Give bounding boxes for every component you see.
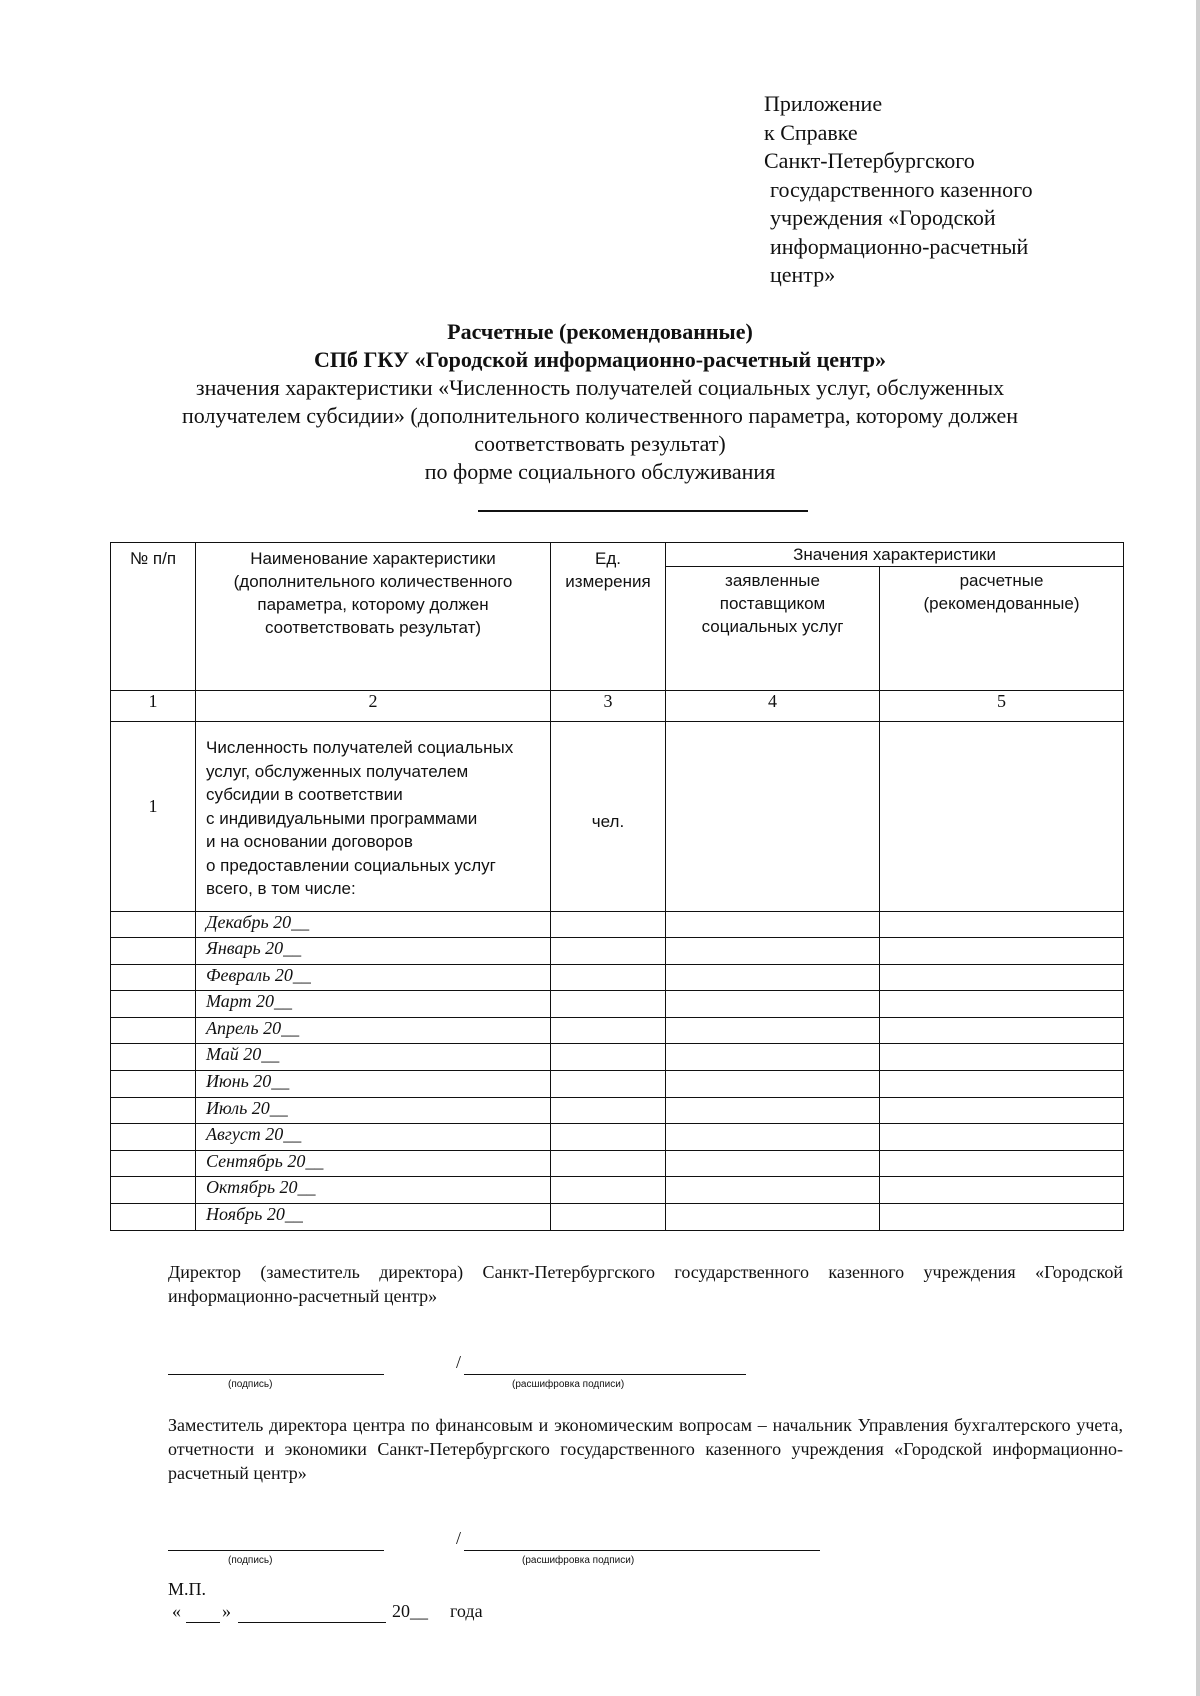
title-line: значения характеристики «Численность получателей социальных услуг, обслуженных (195, 375, 1005, 400)
main-row-calculated (880, 722, 1124, 912)
date-day-line[interactable] (186, 1622, 220, 1623)
month-row (111, 1124, 1124, 1151)
annex-line: Санкт-Петербургского (764, 148, 975, 173)
director-signature-line[interactable] (168, 1374, 384, 1375)
date-word: года (450, 1601, 483, 1621)
column-number: 3 (551, 691, 666, 722)
column-number: 4 (666, 691, 880, 722)
director-transcript-line[interactable] (464, 1374, 746, 1375)
date-year: 20__ (392, 1601, 428, 1621)
month-label: Июнь 20__ (196, 1071, 551, 1098)
month-row (111, 1204, 1124, 1231)
slash-separator: / (456, 1528, 462, 1548)
document-title (0, 318, 1200, 486)
main-row-name-line: с индивидуальными программами (206, 808, 478, 828)
annex-line: к Справке (764, 119, 858, 145)
main-row-unit: чел. (551, 722, 666, 912)
header-calculated: расчетные (рекомендованные) (880, 567, 1124, 691)
main-row-name (196, 722, 551, 912)
month-row (111, 911, 1124, 938)
annex-line: государственного казенного (770, 176, 1033, 202)
month-row (111, 1017, 1124, 1044)
month-label: Июль 20__ (196, 1097, 551, 1124)
title-line: Расчетные (рекомендованные) (447, 319, 753, 344)
month-row (111, 1071, 1124, 1098)
month-label: Январь 20__ (196, 938, 551, 965)
header-name: Наименование характеристики (дополнительного количественного параметра, которому должен соответствовать результат) (196, 543, 551, 691)
page-edge (1196, 0, 1200, 1696)
main-row-name-line: услуг, обслуженных получателем (206, 761, 469, 781)
annex-line: информационно-расчетный (770, 233, 1029, 259)
month-row (111, 964, 1124, 991)
title-underline (478, 510, 808, 512)
signature-caption: (подпись) (228, 1555, 273, 1566)
title-line: получателем субсидии» (дополнительного количественного параметра, которому должен (182, 403, 1018, 428)
month-label: Март 20__ (196, 991, 551, 1018)
header-num: № п/п (111, 543, 196, 691)
month-row (111, 991, 1124, 1018)
header-values: Значения характеристики (666, 543, 1124, 567)
transcript-caption: (расшифровка подписи) (522, 1555, 635, 1566)
date-open-quote: « (172, 1601, 181, 1621)
stamp-label: М.П. (168, 1579, 207, 1599)
characteristics-table (110, 542, 1124, 1231)
date-month-line[interactable] (238, 1622, 386, 1623)
annex-line: учреждения «Городской (770, 205, 996, 230)
main-row-declared (666, 722, 880, 912)
month-label: Октябрь 20__ (196, 1177, 551, 1204)
month-label: Ноябрь 20__ (196, 1204, 551, 1231)
main-row-name-line: всего, в том числе: (206, 879, 356, 898)
transcript-caption: (расшифровка подписи) (512, 1379, 625, 1390)
column-number: 2 (196, 691, 551, 722)
signature-caption: (подпись) (228, 1379, 273, 1390)
main-row-name-line: и на основании договоров (206, 832, 413, 851)
main-row-name-line: субсидии в соответствии (206, 785, 403, 804)
date-close-quote: » (222, 1601, 231, 1621)
deputy-signature-line[interactable] (168, 1550, 384, 1551)
month-row (111, 1044, 1124, 1071)
slash-separator: / (456, 1352, 462, 1372)
month-label: Май 20__ (196, 1044, 551, 1071)
month-label: Август 20__ (196, 1124, 551, 1151)
month-label: Апрель 20__ (196, 1017, 551, 1044)
title-line: соответствовать результат) (474, 431, 726, 456)
annex-line: центр» (770, 262, 836, 287)
director-text: Директор (заместитель директора) Санкт-Петербургского государственного казенного учреждения «Городской информационно-расчетный центр» (168, 1262, 1123, 1306)
column-number: 1 (111, 691, 196, 722)
month-row (111, 1150, 1124, 1177)
month-row (111, 938, 1124, 965)
title-line: по форме социального обслуживания (424, 459, 776, 484)
main-row-name-line: о предоставлении социальных услуг (206, 855, 496, 875)
column-number: 5 (880, 691, 1124, 722)
main-row-num: 1 (111, 722, 196, 912)
month-label: Февраль 20__ (196, 964, 551, 991)
annex-block (764, 90, 1033, 290)
header-declared: заявленные поставщиком социальных услуг (666, 567, 880, 691)
annex-line: Приложение (764, 91, 883, 116)
month-label: Сентябрь 20__ (196, 1150, 551, 1177)
main-row-name-line: Численность получателей социальных (206, 738, 514, 757)
month-row (111, 1177, 1124, 1204)
header-unit: Ед. измерения (551, 543, 666, 691)
month-label: Декабрь 20__ (196, 911, 551, 938)
month-row (111, 1097, 1124, 1124)
deputy-text: Заместитель директора центра по финансовым и экономическим вопросам – начальник Управления бухгалтерского учета, отчетности и экономики Санкт-Петербургского государственного казенного учреждения «Городской информационно-расчетный центр» (168, 1415, 1123, 1483)
deputy-transcript-line[interactable] (464, 1550, 820, 1551)
title-line: СПб ГКУ «Городской информационно-расчетный центр» (313, 347, 887, 372)
